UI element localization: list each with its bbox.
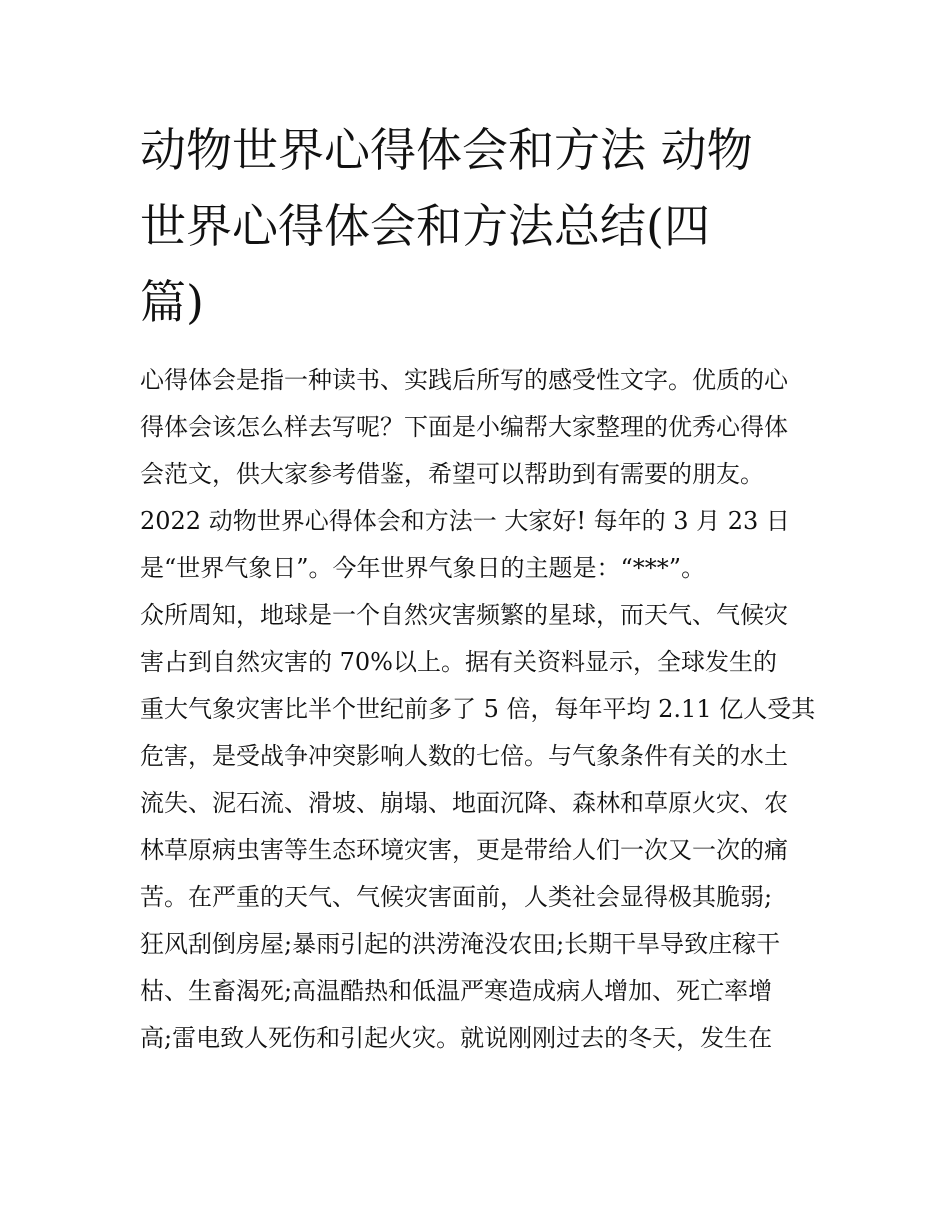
document-body bbox=[140, 357, 830, 1062]
body-line: 危害，是受战争冲突影响人数的七倍。与气象条件有关的水土 bbox=[140, 742, 788, 770]
body-line: 林草原病虫害等生态环境灾害，更是带给人们一次又一次的痛 bbox=[140, 836, 788, 864]
body-line: 是“世界气象日”。今年世界气象日的主题是：“***”。 bbox=[140, 554, 706, 582]
body-line: 得体会该怎么样去写呢？下面是小编帮大家整理的优秀心得体 bbox=[140, 413, 788, 441]
document-title bbox=[140, 112, 820, 340]
body-line: 害占到自然灾害的 70%以上。据有关资料显示，全球发生的 bbox=[140, 648, 777, 676]
title-line: 动物世界心得体会和方法 动物 bbox=[140, 123, 753, 177]
body-line: 枯、生畜渴死;高温酷热和低温严寒造成病人增加、死亡率增 bbox=[140, 977, 773, 1005]
body-line: 高;雷电致人死伤和引起火灾。就说刚刚过去的冬天，发生在 bbox=[140, 1024, 773, 1052]
body-line: 重大气象灾害比半个世纪前多了 5 倍，每年平均 2.11 亿人受其 bbox=[140, 695, 816, 723]
body-line: 会范文，供大家参考借鉴，希望可以帮助到有需要的朋友。 bbox=[140, 460, 764, 488]
body-line: 2022 动物世界心得体会和方法一 大家好! 每年的 3 月 23 日 bbox=[140, 507, 790, 535]
title-line: 世界心得体会和方法总结(四 bbox=[140, 199, 710, 253]
title-line: 篇) bbox=[140, 275, 204, 329]
body-line: 苦。在严重的天气、气候灾害面前，人类社会显得极其脆弱; bbox=[140, 883, 773, 911]
body-line: 狂风刮倒房屋;暴雨引起的洪涝淹没农田;长期干旱导致庄稼干 bbox=[140, 930, 781, 958]
body-line: 众所周知，地球是一个自然灾害频繁的星球，而天气、气候灾 bbox=[140, 601, 788, 629]
body-line: 心得体会是指一种读书、实践后所写的感受性文字。优质的心 bbox=[140, 366, 788, 394]
body-line: 流失、泥石流、滑坡、崩塌、地面沉降、森林和草原火灾、农 bbox=[140, 789, 788, 817]
